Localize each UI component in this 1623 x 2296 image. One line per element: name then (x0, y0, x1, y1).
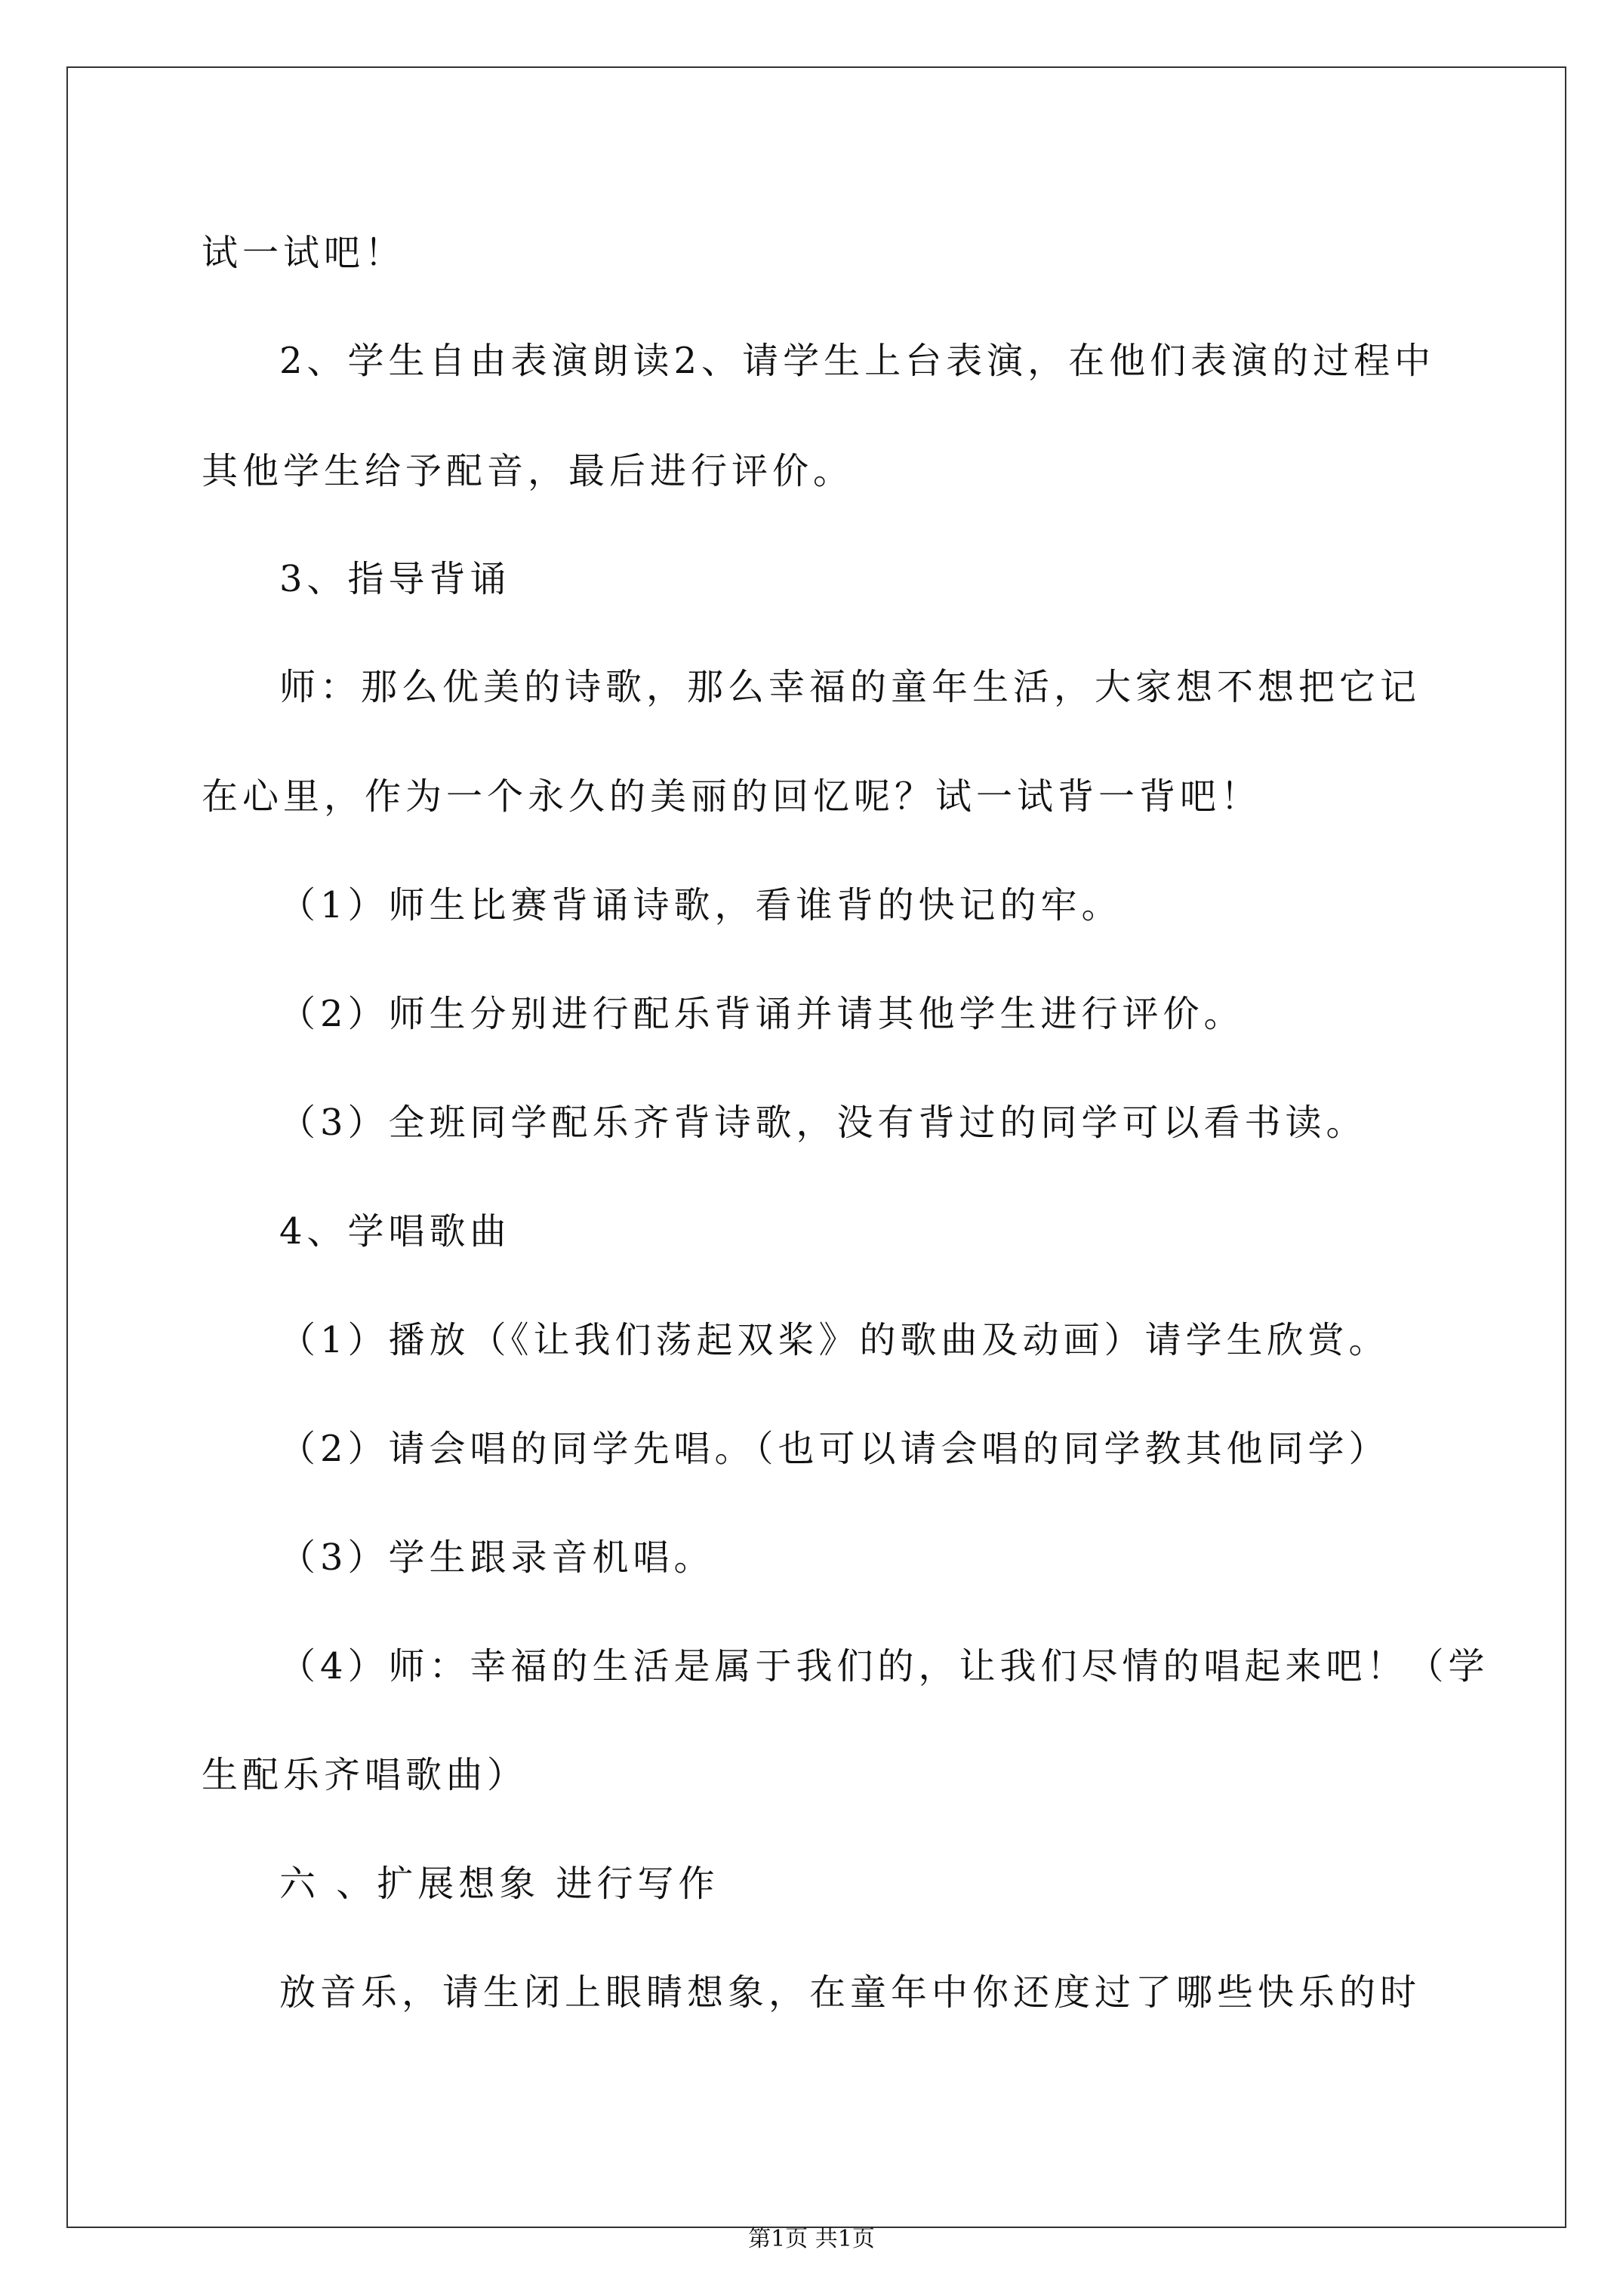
paragraph: 2、学生自由表演朗读2、请学生上台表演，在他们表演的过程中 (279, 340, 1436, 382)
list-item: （1）播放（《让我们荡起双桨》的歌曲及动画）请学生欣赏。 (279, 1319, 1390, 1361)
list-item: （2）师生分别进行配乐背诵并请其他学生进行评价。 (279, 993, 1245, 1035)
paragraph: 师：那么优美的诗歌，那么幸福的童年生活，大家想不想把它记 (279, 666, 1421, 708)
list-item: （3）全班同学配乐齐背诗歌，没有背过的同学可以看书读。 (279, 1102, 1367, 1144)
paragraph: 试一试吧！ (202, 232, 406, 274)
section-heading: 4、学唱歌曲 (279, 1210, 511, 1253)
list-item: （3）学生跟录音机唱。 (279, 1536, 715, 1579)
paragraph: 放音乐，请生闭上眼睛想象，在童年中你还度过了哪些快乐的时 (279, 1971, 1421, 2014)
paragraph: 在心里，作为一个永久的美丽的回忆呢？试一试背一背吧！ (202, 775, 1262, 818)
list-item: （2）请会唱的同学先唱。（也可以请会唱的同学教其他同学） (279, 1428, 1390, 1470)
list-item: （4）师：幸福的生活是属于我们的，让我们尽情的唱起来吧！（学 (279, 1645, 1489, 1687)
page-footer: 第1页 共1页 (748, 2226, 875, 2252)
paragraph: 生配乐齐唱歌曲） (202, 1754, 528, 1796)
section-heading: 3、指导背诵 (279, 558, 511, 600)
paragraph: 其他学生给予配音，最后进行评价。 (202, 450, 855, 492)
section-heading: 六 、扩展想象 进行写作 (279, 1863, 719, 1905)
list-item: （1）师生比赛背诵诗歌，看谁背的快记的牢。 (279, 884, 1123, 926)
